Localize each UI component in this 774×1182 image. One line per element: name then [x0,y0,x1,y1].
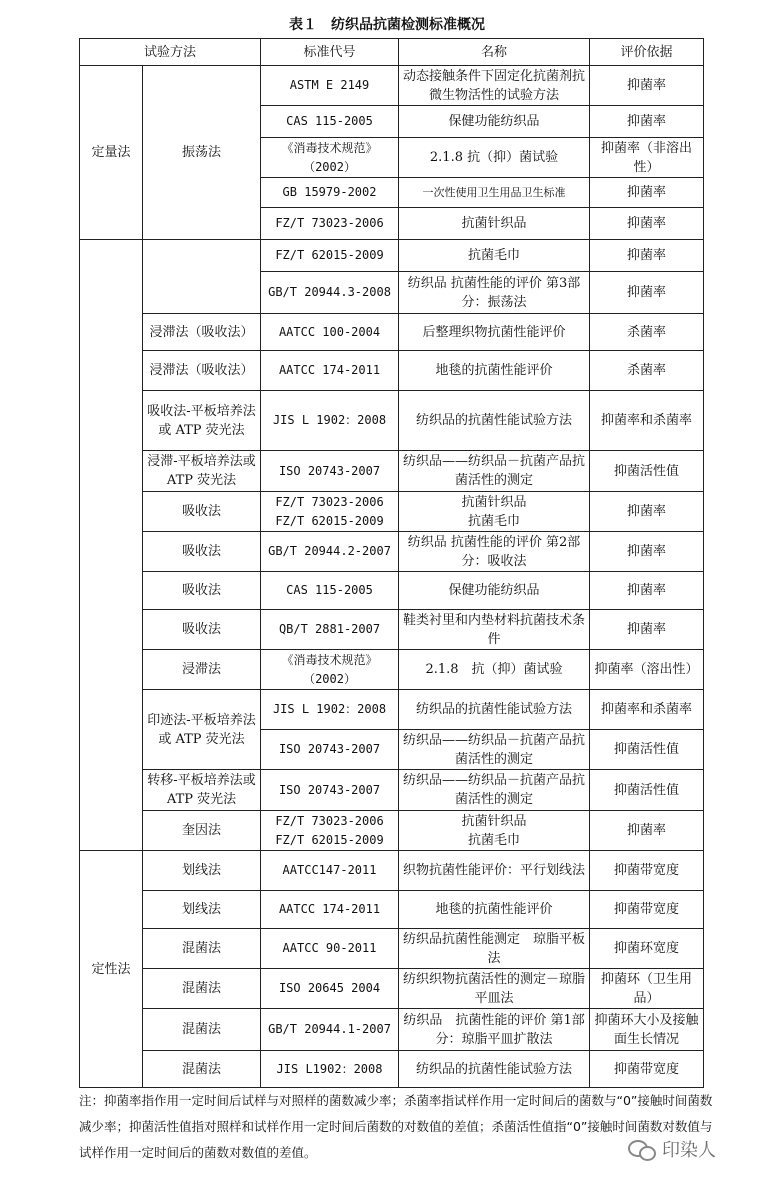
standard-name-cell: 抗菌针织品 [399,208,590,240]
evaluation-basis-cell: 抑菌带宽度 [590,1051,704,1088]
standard-name-cell: 纺织品 抗菌性能的评价 第3部分：振荡法 [399,272,590,314]
table-row [80,532,704,572]
table-row [80,851,704,891]
standard-name-cell: 2.1.8 抗（抑）菌试验 [399,650,590,690]
standard-name-cell: 后整理织物抗菌性能评价 [399,314,590,351]
evaluation-basis-cell: 抑菌环宽度 [590,929,704,969]
standard-code-cell: AATCC147-2011 [261,851,399,891]
standard-name-cell: 纺织品的抗菌性能试验方法 [399,391,590,451]
standard-name-cell: 纺织品 抗菌性能的评价 第1部分：琼脂平皿扩散法 [399,1009,590,1051]
method-cell: 浸滞法 [143,650,261,690]
method-cell: 浸滞法（吸收法） [143,314,261,351]
evaluation-basis-cell: 抑菌活性值 [590,770,704,811]
table-row [80,351,704,391]
method-cell: 吸收法 [143,610,261,650]
method-cell: 吸收法 [143,572,261,610]
table-row [80,391,704,451]
watermark [628,1136,716,1162]
table-row [80,969,704,1009]
method-cell: 浸滞-平板培养法或 ATP 荧光法 [143,451,261,492]
evaluation-basis-cell: 抑菌率和杀菌率 [590,690,704,730]
standard-name-cell: 织物抗菌性能评价：平行划线法 [399,851,590,891]
group-label-cell [80,240,143,851]
standard-name-cell: 地毯的抗菌性能评价 [399,891,590,929]
header-name: 名称 [399,39,590,66]
method-cell [143,240,261,314]
evaluation-basis-cell: 抑菌率 [590,208,704,240]
header-code: 标准代号 [261,39,399,66]
standard-code-cell: JIS L 1902：2008 [261,391,399,451]
table-header-row [80,39,704,66]
evaluation-basis-cell: 抑菌率（非溶出性） [590,138,704,178]
standard-code-cell: AATCC 174-2011 [261,351,399,391]
method-cell: 吸收法 [143,532,261,572]
evaluation-basis-cell: 抑菌率 [590,572,704,610]
method-cell: 吸收法 [143,492,261,532]
evaluation-basis-cell: 抑菌率 [590,492,704,532]
standard-code-cell: JIS L 1902：2008 [261,690,399,730]
table-row [80,451,704,492]
standard-name-cell: 一次性使用卫生用品卫生标准 [399,178,590,208]
evaluation-basis-cell: 抑菌率和杀菌率 [590,391,704,451]
standard-code-cell: AATCC 100-2004 [261,314,399,351]
method-cell: 吸收法-平板培养法或 ATP 荧光法 [143,391,261,451]
table-row [80,314,704,351]
table-row [80,770,704,811]
evaluation-basis-cell: 抑菌率 [590,178,704,208]
evaluation-basis-cell: 抑菌率 [590,272,704,314]
method-cell: 奎因法 [143,811,261,851]
table-row [80,66,704,106]
standard-code-cell: JIS L1902：2008 [261,1051,399,1088]
evaluation-basis-cell: 抑菌环（卫生用品） [590,969,704,1009]
standard-code-cell: GB/T 20944.2-2007 [261,532,399,572]
table-row [80,690,704,730]
standard-code-cell: GB/T 20944.1-2007 [261,1009,399,1051]
evaluation-basis-cell: 抑菌环大小及接触面生长情况 [590,1009,704,1051]
table-row [80,650,704,690]
standard-name-cell: 纺织品的抗菌性能试验方法 [399,690,590,730]
standard-name-cell: 保健功能纺织品 [399,572,590,610]
standard-name-cell: 纺织品抗菌性能测定 琼脂平板法 [399,929,590,969]
table-row [80,811,704,851]
standard-code-cell: FZ/T 73023-2006 [261,208,399,240]
standard-code-cell: CAS 115-2005 [261,572,399,610]
method-cell: 混菌法 [143,1051,261,1088]
evaluation-basis-cell: 抑菌活性值 [590,451,704,492]
standard-name-cell: 纺织品——纺织品－抗菌产品抗菌活性的测定 [399,770,590,811]
table-row [80,929,704,969]
standard-name-cell: 抗菌毛巾 [399,240,590,272]
standard-name-cell: 鞋类衬里和内垫材料抗菌技术条件 [399,610,590,650]
method-cell: 混菌法 [143,929,261,969]
evaluation-basis-cell: 抑菌率 [590,66,704,106]
header-basis: 评价依据 [590,39,704,66]
table-row [80,1051,704,1088]
standard-name-cell: 地毯的抗菌性能评价 [399,351,590,391]
table-row [80,1009,704,1051]
standard-code-cell: FZ/T 73023-2006 FZ/T 62015-2009 [261,492,399,532]
method-cell: 混菌法 [143,969,261,1009]
watermark-text: 印染人 [662,1140,716,1161]
standard-name-cell: 2.1.8 抗（抑）菌试验 [399,138,590,178]
table-title: 表１ 纺织品抗菌检测标准概况 [289,17,485,33]
method-cell: 转移-平板培养法或 ATP 荧光法 [143,770,261,811]
method-cell: 划线法 [143,891,261,929]
standard-code-cell: 《消毒技术规范》（2002） [261,138,399,178]
standard-code-cell: QB/T 2881-2007 [261,610,399,650]
evaluation-basis-cell: 抑菌率 [590,106,704,138]
table-body [80,66,704,1088]
evaluation-basis-cell: 杀菌率 [590,351,704,391]
standard-code-cell: GB 15979-2002 [261,178,399,208]
standard-code-cell: GB/T 20944.3-2008 [261,272,399,314]
evaluation-basis-cell: 抑菌带宽度 [590,891,704,929]
standard-name-cell: 纺织品——纺织品－抗菌产品抗菌活性的测定 [399,451,590,492]
standard-code-cell: 《消毒技术规范》（2002） [261,650,399,690]
method-cell: 浸滞法（吸收法） [143,351,261,391]
standard-code-cell: AATCC 90-2011 [261,929,399,969]
standard-code-cell: CAS 115-2005 [261,106,399,138]
standard-name-cell: 纺织品 抗菌性能的评价 第2部分：吸收法 [399,532,590,572]
standard-name-cell: 纺织织物抗菌活性的测定－琼脂平皿法 [399,969,590,1009]
group-label-cell: 定量法 [80,66,143,240]
header-method: 试验方法 [80,39,261,66]
table-row [80,610,704,650]
standard-code-cell: ISO 20743-2007 [261,770,399,811]
standard-code-cell: FZ/T 73023-2006 FZ/T 62015-2009 [261,811,399,851]
evaluation-basis-cell: 抑菌率 [590,240,704,272]
evaluation-basis-cell: 抑菌率 [590,610,704,650]
table-row [80,240,704,272]
wechat-logo-icon [628,1138,656,1160]
standard-name-cell: 纺织品的抗菌性能试验方法 [399,1051,590,1088]
evaluation-basis-cell: 杀菌率 [590,314,704,351]
evaluation-basis-cell: 抑菌带宽度 [590,851,704,891]
table-note: 注：抑菌率指作用一定时间后试样与对照样的菌数减少率；杀菌率指试样作用一定时间后的菌数与“0”接触时间菌数减少率；抑菌活性值指对照样和试样作用一定时间后菌数的对数值的差值；杀菌活性值指“0”接触时间菌数对数值与试样作用一定时间后的菌数对数值的差值。 [79,1093,713,1160]
method-cell: 振荡法 [143,66,261,240]
standard-code-cell: AATCC 174-2011 [261,891,399,929]
standard-code-cell: FZ/T 62015-2009 [261,240,399,272]
standard-code-cell: ASTM E 2149 [261,66,399,106]
table-row [80,492,704,532]
evaluation-basis-cell: 抑菌率 [590,811,704,851]
method-cell: 混菌法 [143,1009,261,1051]
standard-name-cell: 纺织品——纺织品－抗菌产品抗菌活性的测定 [399,730,590,770]
method-cell: 划线法 [143,851,261,891]
standard-code-cell: ISO 20743-2007 [261,730,399,770]
standard-code-cell: ISO 20645 2004 [261,969,399,1009]
group-label-cell: 定性法 [80,851,143,1088]
standards-table [79,38,704,1088]
standard-name-cell: 抗菌针织品 抗菌毛巾 [399,492,590,532]
standard-name-cell: 保健功能纺织品 [399,106,590,138]
table-row [80,891,704,929]
standard-code-cell: ISO 20743-2007 [261,451,399,492]
table-row [80,572,704,610]
standard-name-cell: 抗菌针织品 抗菌毛巾 [399,811,590,851]
method-cell: 印迹法-平板培养法或 ATP 荧光法 [143,690,261,770]
evaluation-basis-cell: 抑菌率（溶出性） [590,650,704,690]
evaluation-basis-cell: 抑菌活性值 [590,730,704,770]
standard-name-cell: 动态接触条件下固定化抗菌剂抗微生物活性的试验方法 [399,66,590,106]
evaluation-basis-cell: 抑菌率 [590,532,704,572]
